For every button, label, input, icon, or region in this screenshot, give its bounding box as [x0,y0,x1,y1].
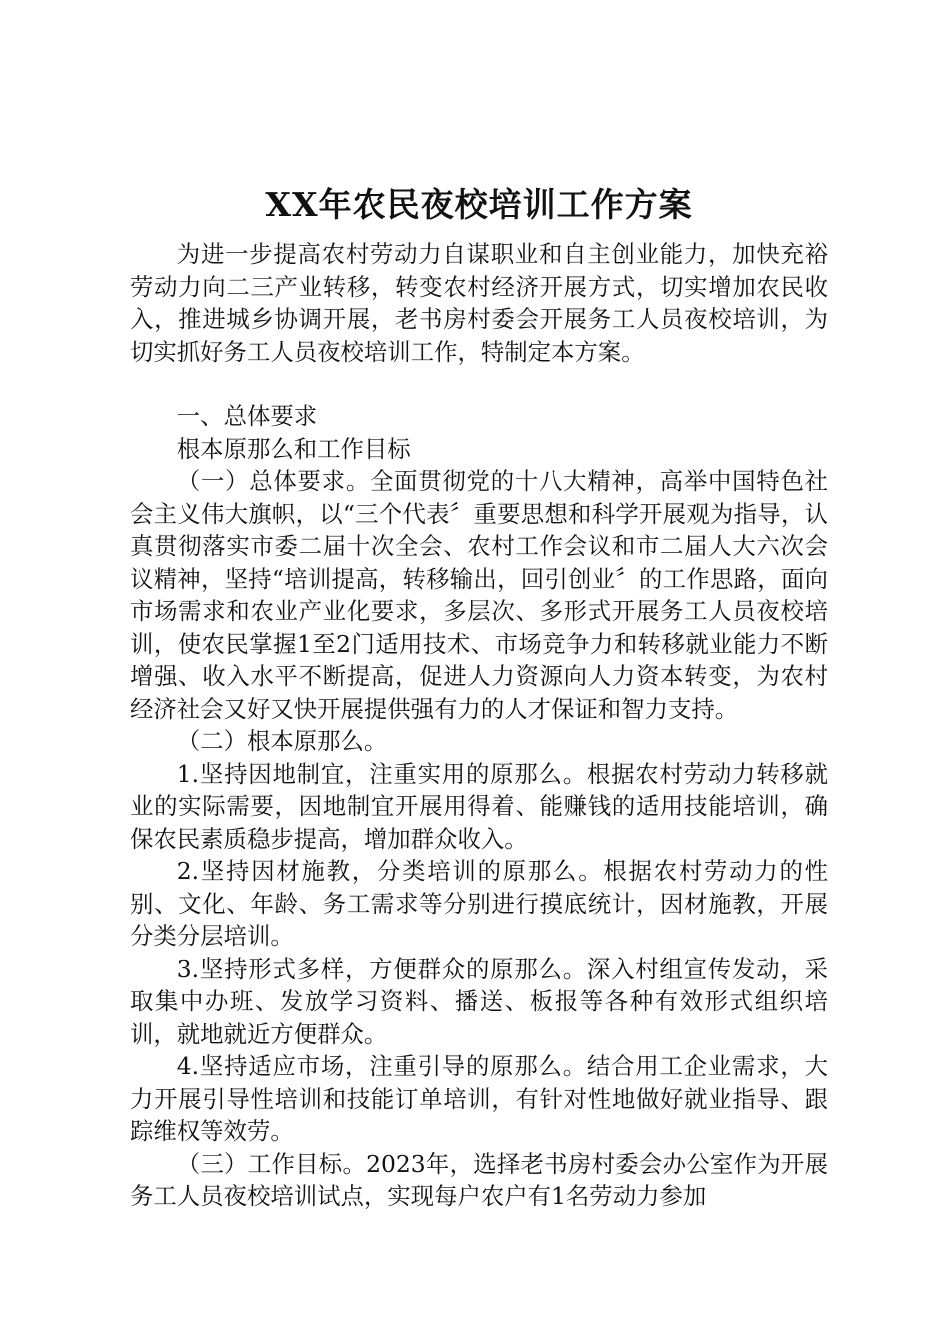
document-title: XX年农民夜校培训工作方案 [265,185,693,224]
paragraph-general-requirements: （一）总体要求。全面贯彻党的十八大精神，高举中国特色社会主义伟大旗帜，以“三个代表〞重要思想和科学开展观为指导，认真贯彻落实市委二届十次全会、农村工作会议和市二届人大六次会议精神，坚持“培训提高，转移输出，回引创业〞的工作思路，面向市场需求和农业产业化要求，多层次、多形式开展务工人员夜校培训，使农民掌握1至2门适用技术、市场竞争力和转移就业能力不断增强、收入水平不断提高，促进人力资源向人力资本转变，为农村经济社会又好又快开展提供强有力的人才保证和智力支持。 [130,467,828,723]
section-heading-general: 一、总体要求 [176,402,318,430]
paragraph-principle-4: 4.坚持适应市场，注重引导的原那么。结合用工企业需求，大力开展引导性培训和技能订单培训，有针对性地做好就业指导、跟踪维权等效劳。 [130,1052,828,1145]
paragraph-principle-2: 2.坚持因材施教，分类培训的原那么。根据农村劳动力的性别、文化、年龄、务工需求等分别进行摸底统计，因材施教，开展分类分层培训。 [130,857,828,950]
document-page [130,180,828,1213]
paragraph-spacer [130,368,828,400]
paragraph-principle-3: 3.坚持形式多样，方便群众的原那么。深入村组宣传发动，采取集中办班、发放学习资料、播送、板报等各种有效形式组织培训，就地就近方便群众。 [130,954,828,1048]
paragraph-work-goals: （三）工作目标。2023年，选择老书房村委会办公室作为开展务工人员夜校培训试点，实现每户农户有1名劳动力参加 [130,1149,828,1210]
paragraph-basic-principles-heading: （二）根本原那么。 [176,727,388,755]
subheading-principles-goals: 根本原那么和工作目标 [176,434,411,463]
paragraph-principle-1: 1.坚持因地制宜，注重实用的原那么。根据农村劳动力转移就业的实际需要，因地制宜开展用得着、能赚钱的适用技能培训，确保农民素质稳步提高，增加群众收入。 [130,759,828,853]
intro-paragraph: 为进一步提高农村劳动力自谋职业和自主创业能力，加快充裕劳动力向二三产业转移，转变农村经济开展方式，切实增加农民收入，推进城乡协调开展，老书房村委会开展务工人员夜校培训，为切实抓好务工人员夜校培训工作，特制定本方案。 [130,240,828,366]
